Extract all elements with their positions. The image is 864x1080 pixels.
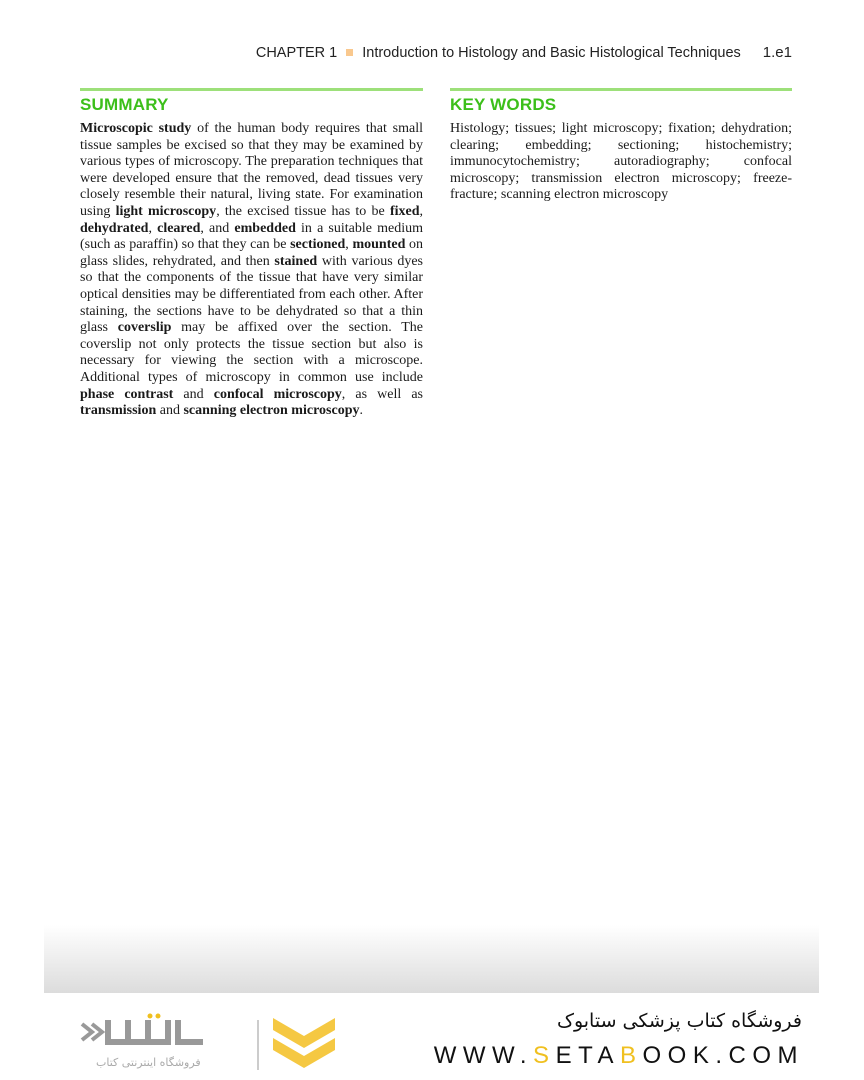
bold-term: scanning electron microscopy [183, 403, 360, 419]
bold-term: fixed [389, 203, 420, 219]
section-rule [450, 88, 792, 91]
url-part-accent: S [533, 1042, 556, 1069]
summary-heading: SUMMARY [80, 95, 169, 114]
keywords-heading: KEY WORDS [450, 95, 557, 114]
summary-text-run: , and [200, 220, 235, 236]
chapter-title: Introduction to Histology and Basic Histological Techniques [362, 45, 741, 61]
store-name: فروشگاه کتاب پزشکی ستابوک [556, 1010, 802, 1032]
logo-subtitle: فروشگاه اینترنتی کتاب [96, 1056, 201, 1069]
bold-term: confocal microscopy [213, 386, 342, 402]
section-rule [80, 88, 423, 91]
bold-term: light microscopy [115, 203, 217, 219]
bold-term: cleared [157, 220, 201, 236]
summary-text-run: on glass slides, rehydrated, and then [80, 237, 424, 269]
summary-text-run: , [148, 220, 158, 236]
bold-term: Microscopic study [80, 121, 192, 136]
keywords-section [450, 88, 792, 204]
summary-text-run: , as well as [341, 386, 423, 402]
summary-text-run: with various dyes so that the components of the tissue that have very similar optical densities may be differentiated from each other. After staining, the sections have to be dehydrated so that a thin glass [80, 253, 423, 336]
page-bottom-shadow [44, 925, 819, 993]
keywords-paragraph: Histology; tissues; light microscopy; fixation; dehydration; clearing; embedding; sectioning; histochemistry; immunocytochemistry; autoradiography; confocal microscopy; transmission electron microscopy; freeze-fracture; scanning electron microscopy [450, 121, 792, 203]
summary-section [80, 88, 423, 420]
url-part: WWW. [433, 1042, 534, 1069]
summary-paragraph [80, 121, 423, 420]
summary-text-run: , the excised tissue has to be [216, 203, 390, 219]
chapter-label: CHAPTER 1 [255, 45, 338, 61]
page-number: 1.e1 [762, 44, 792, 61]
bullet-square-icon [346, 49, 353, 56]
bold-term: coverslip [117, 320, 172, 336]
bold-term: dehydrated [80, 220, 149, 236]
running-header [0, 44, 792, 61]
summary-text-run: . [359, 403, 363, 419]
summary-text-run: may be affixed over the section. The coverslip not only protects the tissue section but also is necessary for viewing the section with a microscope. Additional types of microscopy in common use include [80, 320, 423, 385]
bold-term: mounted [352, 237, 406, 253]
summary-text-run: and [156, 403, 184, 419]
summary-text-run: and [173, 386, 214, 402]
bold-term: phase contrast [80, 386, 174, 402]
bold-term: stained [274, 253, 318, 269]
url-part-accent: B [619, 1042, 643, 1069]
url-part: ETA [555, 1042, 620, 1069]
summary-text-run: , [345, 237, 353, 253]
summary-text-run: , [419, 203, 423, 219]
url-part: OOK.COM [642, 1042, 804, 1069]
summary-text-run: in a suitable medium (such as paraffin) so that they can be [80, 220, 424, 253]
summary-text-run: of the human body requires that small tissue samples be excised so that they may be examined by various types of microscopy. The preparation techniques that were developed ensure that the removed, dead tissues very closely resemble their natural, living state. For examination using [80, 121, 423, 219]
bold-term: embedded [234, 220, 296, 236]
bold-term: sectioned [290, 237, 346, 253]
store-url-link[interactable] [434, 1042, 804, 1070]
bold-term: transmission [80, 403, 157, 419]
